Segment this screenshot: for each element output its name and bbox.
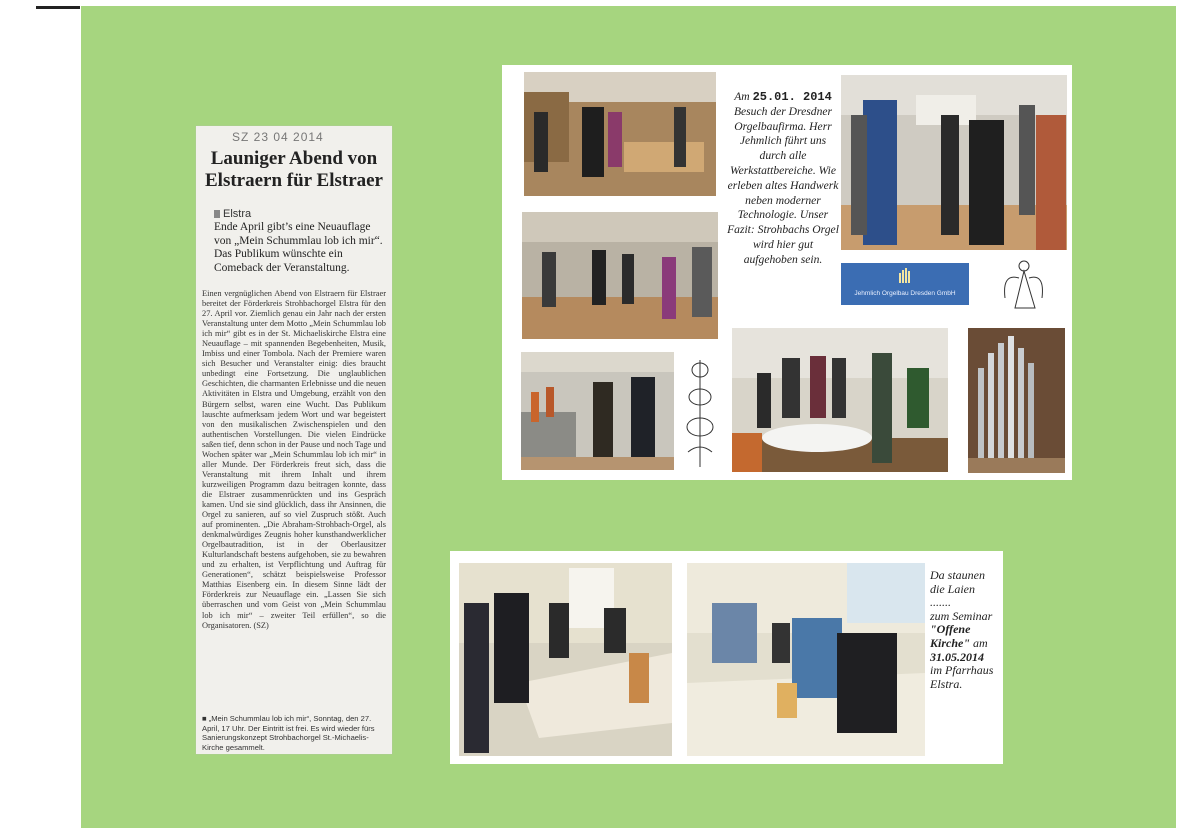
photo-seminar-1 — [459, 563, 672, 756]
angel-icon — [997, 258, 1049, 316]
flower-icon — [680, 352, 720, 470]
photo-workshop-5-image — [732, 328, 948, 472]
seminar-date: 31.05.2014 — [930, 649, 984, 664]
photo-workshop-4 — [841, 75, 1067, 250]
photo-workshop-5 — [732, 328, 948, 472]
photo-workshop-1-image — [524, 72, 716, 196]
photo-organ-pipes — [968, 328, 1065, 473]
angel-drawing — [997, 258, 1049, 316]
flower-drawing — [680, 352, 720, 470]
clipping-teaser: Ende April gibt’s eine Neuauflage von „Mein Schummlau lob ich mir“. Das Publikum wünschte ein Comeback der Veranstaltung. — [214, 221, 383, 274]
seminar-dots: ....... — [930, 595, 951, 610]
logo-text: Jehmlich Orgelbau Dresden GmbH — [854, 290, 956, 297]
photo-seminar-2-image — [687, 563, 925, 756]
organ-logo-icon — [897, 267, 913, 285]
photo-seminar-1-image — [459, 563, 672, 756]
seminar-place: im Pfarrhaus Elstra. — [930, 663, 994, 691]
clipping-location: Elstra — [214, 208, 251, 220]
seminar-intro: Da staunen die Laien — [930, 568, 985, 596]
visit-date: 25.01. 2014 — [752, 90, 832, 104]
seminar-label: zum Seminar — [930, 608, 993, 623]
photo-seminar-2 — [687, 563, 925, 756]
clipping-body: Einen vergnüglichen Abend von Elstraern für Elstraer bereitet der Förderkreis Strohbachorgel Elstra für den 27. April vor. Ziemlich genau ein Jahr nach der ersten Veranstaltung unter dem Motto „Mein Schummlau lob ich mir“ gibt es in der St. Michaeliskirche Elstra eine Neuauflage – mit spannenden Begebenheiten, Musik, Imbiss und einer Tombola. Nach der Premiere waren sich Besucher und Veranstalter einig: dies braucht unbedingt eine Fortsetzung. Die unglaublichen Geschichten, die charmanten Erlebnisse und die neuen Aktivitäten in Elstra und Umgebung, erzählt von den Bürgern selbst, waren eine Wucht. Das Publikum lauschte aufmerksam jedem Wort und war begeistert von den musikalischen Zwischenspielen und den authentischen Vorstellungen. Die vielen Eindrücke saßen tief, denn schon in der Pause und noch Tage und Wochen später war „Mein Schummlau lob ich mir“ in aller Munde. Der Förderkreis freut sich, dass die Veranstaltung mit ihrem Inhalt und ihrem kurzweiligen Programm dazu beitragen konnte, dass die Elstraer zusammenrückten und ins Gespräch kamen. Und sie sind glücklich, dass ihr Ansinnen, die Orgel zu sanieren, auf so viel Zuspruch stößt. Auch auf prominenten. „Die Abraham-Strohbach-Orgel, als denkmalwürdiges Zeugnis hoher kunsthandwerklicher Orgelbautradition, ist in der Oberlausitzer Kulturlandschaft bestens aufgehoben, sie zu bewahren und zu erhalten, ist Verpflichtung und Auftrag für Generationen“, schätzt beispielsweise Professor Matthias Eisenberg ein. In diesem Sinne lädt der Förderkreis zur Neuauflage ein. „Lassen Sie sich überraschen und vom Geist von „Mein Schummlau lob ich mir“ – zweiter Teil erfüllen“, so die Organisatoren. (SZ) — [202, 289, 386, 630]
seminar-am: am — [973, 635, 988, 650]
photo-workshop-4-image — [841, 75, 1067, 250]
photo-workshop-3 — [521, 352, 674, 470]
photo-workshop-1 — [524, 72, 716, 196]
organ-pipes-image — [968, 328, 1065, 473]
photo-workshop-3-image — [521, 352, 674, 470]
seminar-title: "Offene Kirche" — [930, 622, 971, 650]
clipping-footnote: ■ „Mein Schummlau lob ich mir“, Sonntag, den 27. April, 17 Uhr. Der Eintritt ist frei. Es wird wieder fürs Sanierungskonzept Strohbachorgel St.-Michaelis-Kirche gesammelt. — [202, 714, 386, 752]
newspaper-clipping — [196, 126, 392, 754]
notes-am: Am — [734, 90, 750, 103]
photo-workshop-2 — [522, 212, 718, 339]
clipping-headline: Launiger Abend von Elstraern für Elstraer — [205, 148, 383, 191]
jehmlich-logo — [841, 263, 969, 305]
photo-workshop-2-image — [522, 212, 718, 339]
seminar-notes — [930, 569, 1000, 691]
visit-notes — [727, 90, 839, 268]
visit-description: Besuch der Dresdner Orgelbaufirma. Herr Jehmlich führt uns durch alle Werkstattbereiche. Wie erleben altes Handwerk neben moderner Technologie. Unser Fazit: Strohbachs Orgel wird hier gut aufgehoben sein. — [727, 104, 839, 266]
handwritten-date: SZ 23 04 2014 — [232, 130, 324, 144]
top-rule — [36, 6, 80, 9]
